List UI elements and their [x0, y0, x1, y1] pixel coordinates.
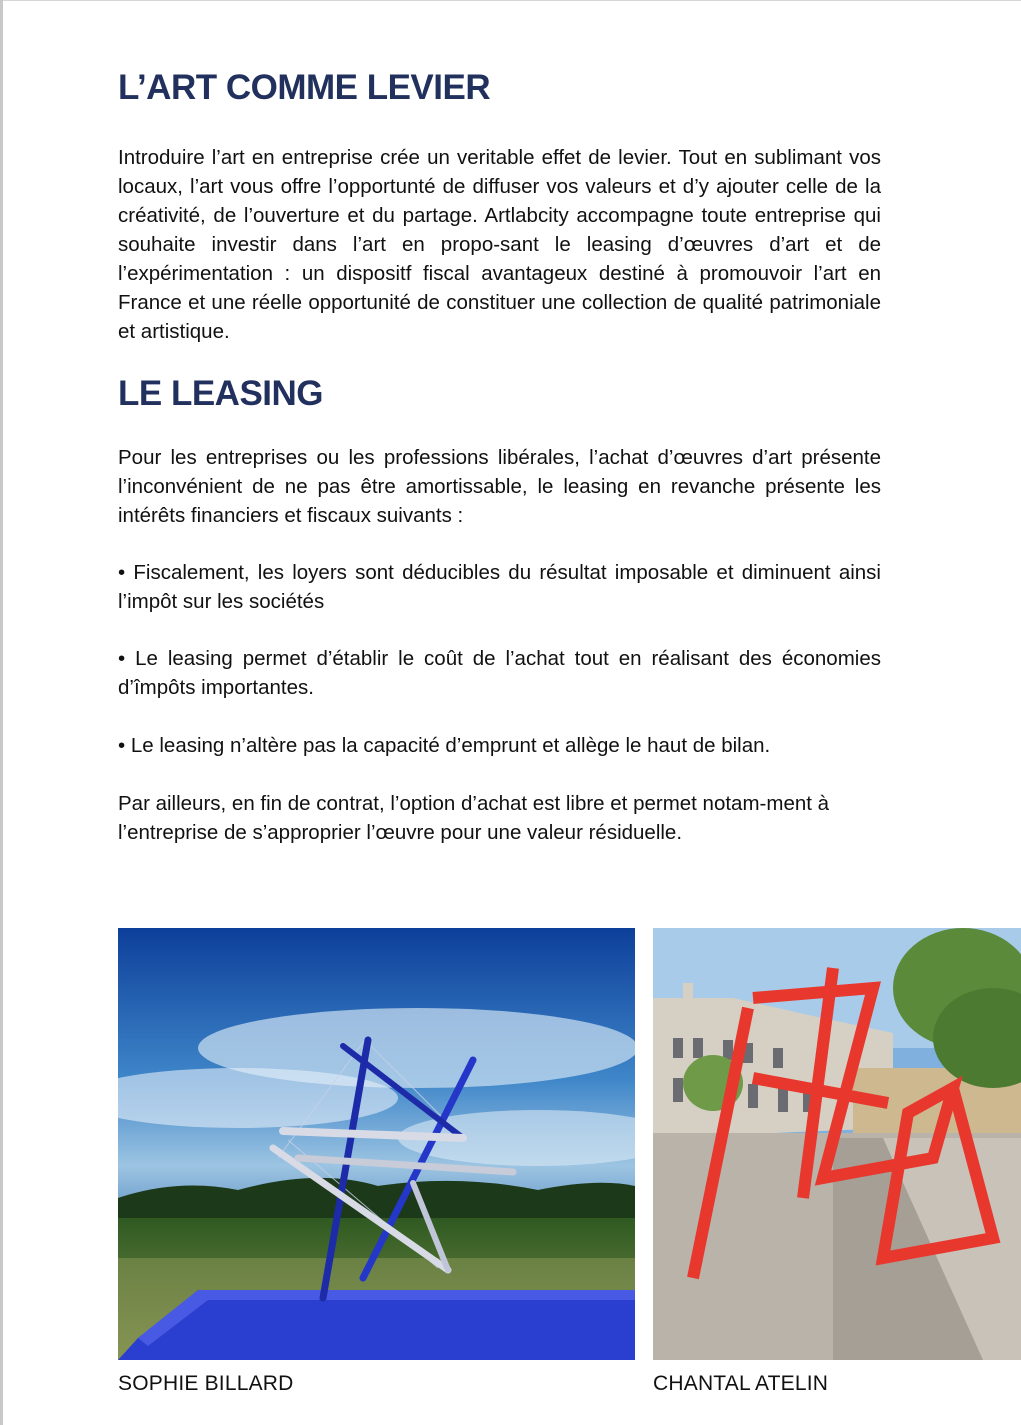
leasing-closing-paragraph: Par ailleurs, en fin de contrat, l’option d’achat est libre et permet notam-ment à l’entreprise de s’approprier l’œuvre pour une valeur résiduelle. — [118, 792, 830, 844]
section-title-le-leasing: LE LEASING — [118, 374, 324, 413]
caption-sophie-billard: SOPHIE BILLARD — [118, 1372, 294, 1395]
leasing-intro-paragraph: Pour les entreprises ou les professions libérales, l’achat d’œuvres d’art présente l’inconvénient de ne pas être amortissable, le leasing en revanche présente les intérêts financiers et fiscaux suivants : — [118, 446, 881, 527]
section-title-art-comme-levier: L’ART COMME LEVIER — [118, 68, 491, 107]
leasing-bullet-borrowing: • Le leasing n’altère pas la capacité d’emprunt et allège le haut de bilan. — [118, 734, 771, 757]
page-top-edge — [0, 0, 1021, 1]
blue-sculpture-photo — [118, 928, 635, 1360]
red-sculpture-photo — [653, 928, 1021, 1360]
caption-chantal-atelin: CHANTAL ATELIN — [653, 1372, 829, 1395]
leasing-bullet-cost: • Le leasing permet d’établir le coût de l’achat tout en réalisant des économies d’împôts importantes. — [118, 647, 881, 699]
leasing-bullet-fiscal: • Fiscalement, les loyers sont déducibles du résultat imposable et diminuent ainsi l’impôt sur les sociétés — [118, 561, 881, 613]
page-left-edge — [0, 0, 3, 1425]
intro-paragraph: Introduire l’art en entreprise crée un veritable effet de levier. Tout en sublimant vos locaux, l’art vous offre l’opportunté de diffuser vos valeurs et d’y ajouter celle de la créativité, de l’ouverture et du partage. Artlabcity accompagne toute entreprise qui souhaite investir dans l’art en propo-sant le leasing d’œuvres d’art et de l’expérimentation : un dispositf fiscal avantageux destiné à promouvoir l’art en France et une réelle opportunité de constituer une collection de qualité patrimoniale et artistique. — [118, 146, 881, 343]
